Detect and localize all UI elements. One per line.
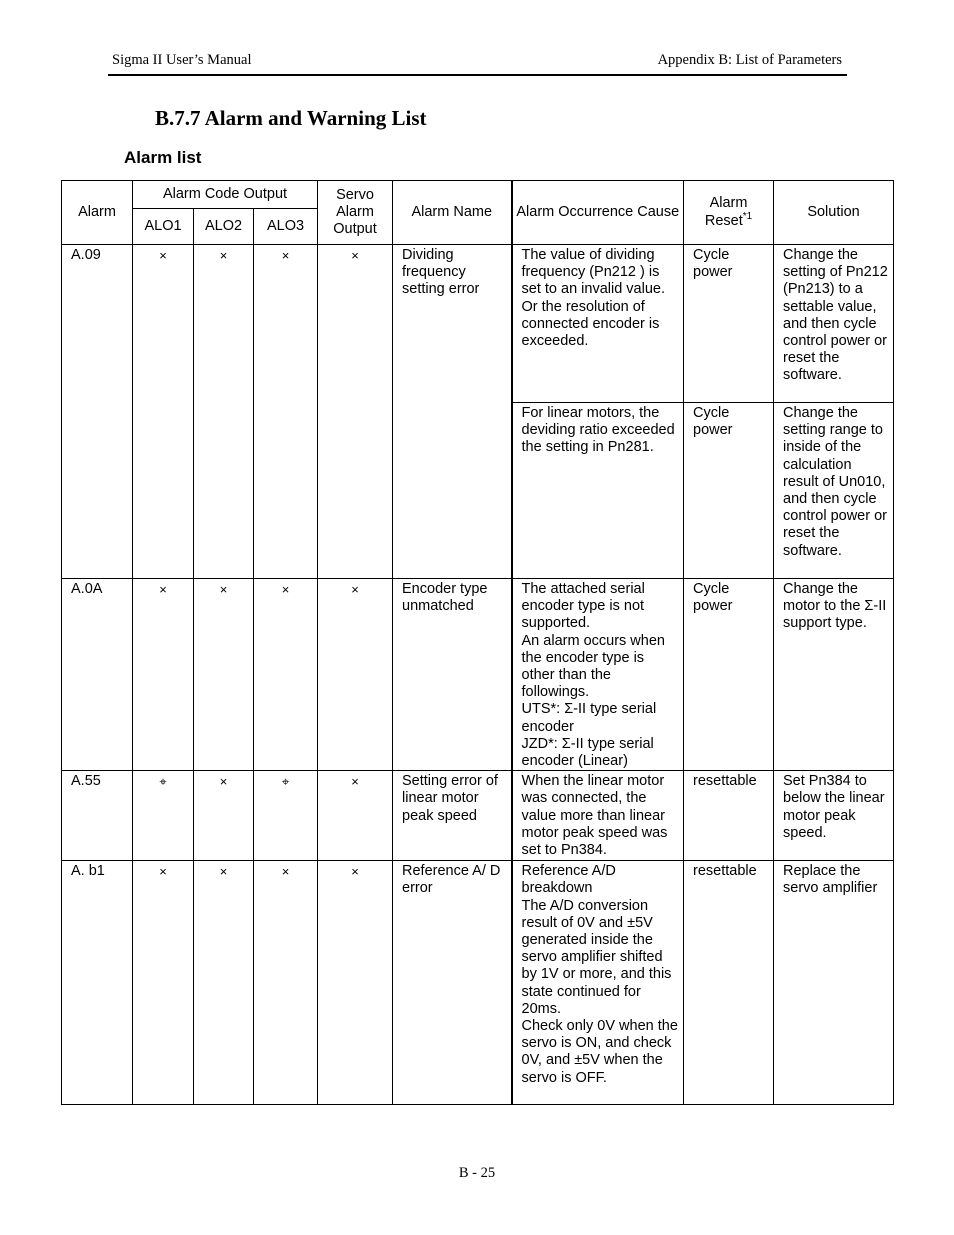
alo3-cell: × <box>254 245 318 579</box>
alarm-code-cell: A. b1 <box>62 861 133 1105</box>
alarm-code-cell: A.0A <box>62 579 133 771</box>
alarm-reset-cell: Cycle power <box>684 403 774 579</box>
alo1-cell: × <box>133 579 194 771</box>
alarm-reset-cell: Cycle power <box>684 245 774 403</box>
header-solution: Solution <box>774 181 894 245</box>
running-header-chapter: Appendix B: List of Parameters <box>657 52 842 68</box>
alo1-cell: × <box>133 245 194 579</box>
solution-cell: Set Pn384 to below the linear motor peak speed. <box>774 771 894 861</box>
table-row <box>62 771 894 861</box>
header-alarm-name: Alarm Name <box>393 181 512 245</box>
header-servo-alarm-output: Servo Alarm Output <box>318 181 393 245</box>
occurrence-cause-cell <box>512 579 684 771</box>
occurrence-cause-cell: When the linear motor was connected, the value more than linear motor peak speed was set to Pn384. <box>512 771 684 861</box>
alo3-cell: × <box>254 861 318 1105</box>
alarm-list-table <box>61 180 894 1105</box>
header-alarm-code-output: Alarm Code Output <box>133 181 318 209</box>
solution-cell: Replace the servo amplifier <box>774 861 894 1105</box>
occurrence-cause-cell: For linear motors, the deviding ratio exceeded the setting in Pn281. <box>512 403 684 579</box>
subsection-title: Alarm list <box>124 148 202 167</box>
alo3-cell: ⌖ <box>254 771 318 861</box>
alo2-cell: × <box>194 861 254 1105</box>
header-rule <box>108 74 847 76</box>
header-alarm-reset <box>684 181 774 245</box>
solution-cell: Change the setting range to inside of the calculation result of Un010, and then cycle control power or reset the software. <box>774 403 894 579</box>
alarm-name-cell: Encoder type unmatched <box>393 579 512 771</box>
servo-alarm-cell: × <box>318 771 393 861</box>
running-header-title: Sigma II User’s Manual <box>112 52 252 68</box>
servo-alarm-cell: × <box>318 579 393 771</box>
header-alo1: ALO1 <box>133 209 194 245</box>
cause-line: The A/D conversion result of 0V and ±5V generated inside the servo amplifier shifted by 1V or more, and this state continued for 20ms. <box>521 897 672 1017</box>
alo1-cell: ⌖ <box>133 771 194 861</box>
header-alo2: ALO2 <box>194 209 254 245</box>
alo1-cell: × <box>133 861 194 1105</box>
alarm-name-cell: Reference A/ D error <box>393 861 512 1105</box>
solution-cell: Change the motor to the Σ-II support type. <box>774 579 894 771</box>
alo3-cell: × <box>254 579 318 771</box>
header-occurrence-cause: Alarm Occurrence Cause <box>512 181 684 245</box>
servo-alarm-cell: × <box>318 861 393 1105</box>
header-alarm-reset-footnote: *1 <box>742 210 753 222</box>
header-alarm: Alarm <box>62 181 133 245</box>
section-title: B.7.7 Alarm and Warning List <box>155 106 427 130</box>
table-row <box>62 245 894 403</box>
header-alo3: ALO3 <box>254 209 318 245</box>
alarm-reset-cell: resettable <box>684 771 774 861</box>
alarm-code-cell: A.55 <box>62 771 133 861</box>
page-number: B - 25 <box>458 1165 496 1181</box>
alo2-cell: × <box>194 771 254 861</box>
cause-line: Check only 0V when the servo is ON, and check 0V, and ±5V when the servo is OFF. <box>521 1018 678 1086</box>
alarm-name-cell: Setting error of linear motor peak speed <box>393 771 512 861</box>
table-row <box>62 579 894 771</box>
alarm-reset-cell: Cycle power <box>684 579 774 771</box>
cause-line: An alarm occurs when the encoder type is other than the followings. <box>521 632 665 701</box>
alo2-cell: × <box>194 245 254 579</box>
alarm-code-cell: A.09 <box>62 245 133 579</box>
alarm-reset-cell: resettable <box>684 861 774 1105</box>
servo-alarm-cell: × <box>318 245 393 579</box>
cause-line: Reference A/D breakdown <box>521 863 616 897</box>
cause-line: The attached serial encoder type is not supported. <box>521 581 645 632</box>
cause-line: UTS*: Σ-II type serial encoder <box>521 701 657 735</box>
occurrence-cause-cell <box>512 861 684 1105</box>
occurrence-cause-cell: The value of dividing frequency (Pn212 ) is set to an invalid value. Or the resolution of connected encoder is exceeded. <box>512 245 684 403</box>
alarm-name-cell: Dividing frequency setting error <box>393 245 512 579</box>
alo2-cell: × <box>194 579 254 771</box>
table-row <box>62 861 894 1105</box>
cause-line: JZD*: Σ-II type serial encoder (Linear) <box>521 735 654 770</box>
header-alarm-reset-label: Alarm Reset <box>704 195 748 229</box>
solution-cell: Change the setting of Pn212 (Pn213) to a settable value, and then cycle control power or reset the software. <box>774 245 894 403</box>
